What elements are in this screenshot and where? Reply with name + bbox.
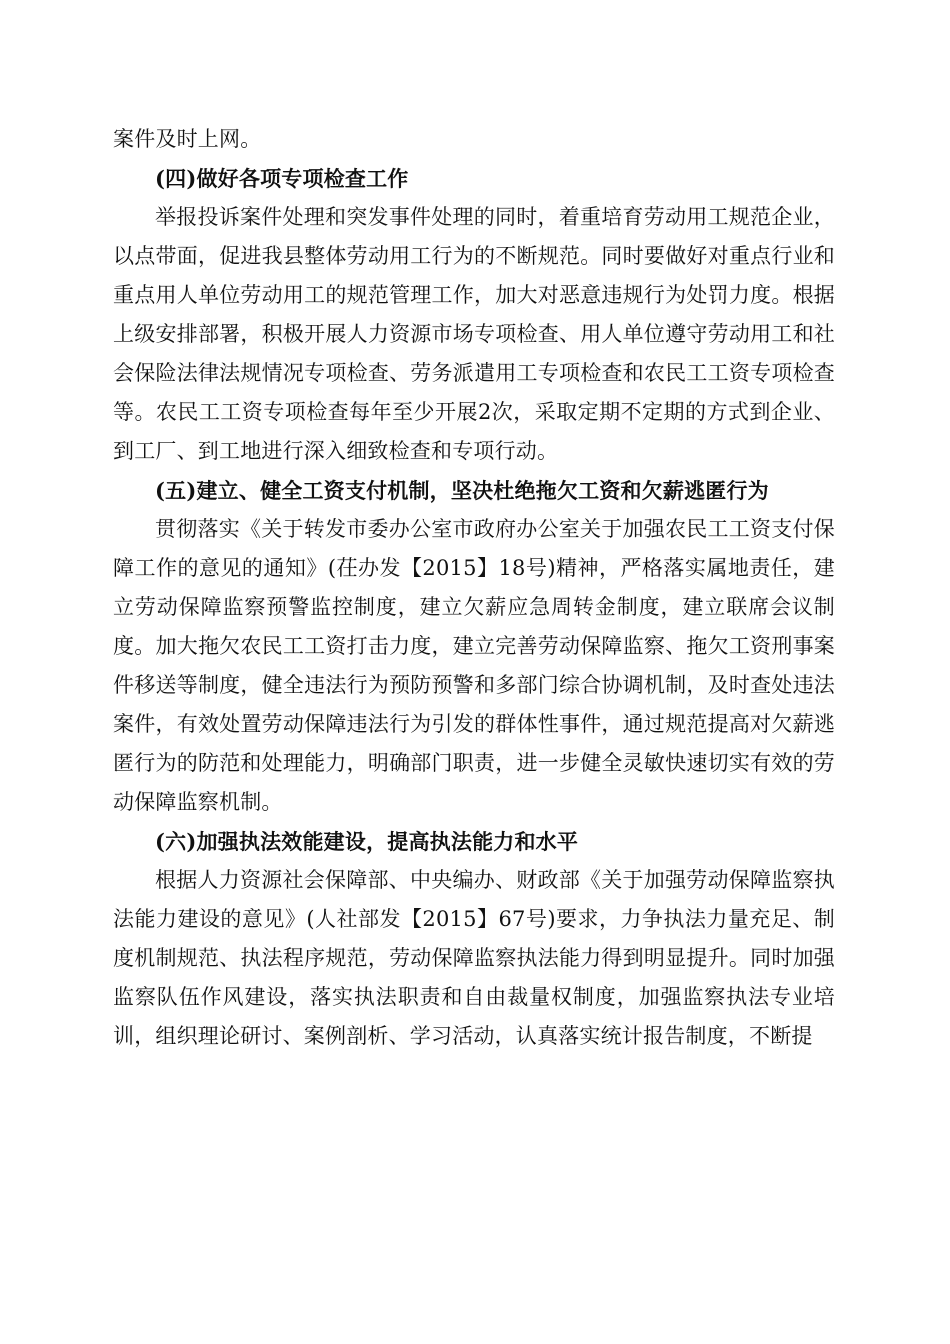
section-heading-6: (六)加强执法效能建设，提高执法能力和水平 bbox=[155, 829, 579, 854]
section-heading-5: (五)建立、健全工资支付机制，坚决杜绝拖欠工资和欠薪逃匿行为 bbox=[155, 478, 769, 503]
document-body bbox=[113, 120, 835, 1056]
paragraph-enforcement-capacity: 根据人力资源社会保障部、中央编办、财政部《关于加强劳动保障监察执法能力建设的意见》(人社部发【2015】67号)要求，力争执法力量充足、制度机制规范、执法程序规范，劳动保障监察执法能力得到明显提升。同时加强监察队伍作风建设，落实执法职责和自由裁量权制度，加强监察执法专业培训，组织理论研讨、案例剖析、学习活动，认真落实统计报告制度，不断提 bbox=[113, 868, 835, 1048]
section-heading-4: (四)做好各项专项检查工作 bbox=[155, 166, 409, 191]
paragraph-special-inspections: 举报投诉案件处理和突发事件处理的同时，着重培育劳动用工规范企业，以点带面，促进我县整体劳动用工行为的不断规范。同时要做好对重点行业和重点用人单位劳动用工的规范管理工作，加大对恶意违规行为处罚力度。根据上级安排部署，积极开展人力资源市场专项检查、用人单位遵守劳动用工和社会保险法律法规情况专项检查、劳务派遣用工专项检查和农民工工资专项检查等。农民工工资专项检查每年至少开展2次，采取定期不定期的方式到企业、到工厂、到工地进行深入细致检查和专项行动。 bbox=[113, 205, 835, 463]
paragraph-continuation: 案件及时上网。 bbox=[113, 127, 262, 151]
paragraph-wage-payment: 贯彻落实《关于转发市委办公室市政府办公室关于加强农民工工资支付保障工作的意见的通知》(茌办发【2015】18号)精神，严格落实属地责任，建立劳动保障监察预警监控制度，建立欠薪应急周转金制度，建立联席会议制度。加大拖欠农民工工资打击力度，建立完善劳动保障监察、拖欠工资刑事案件移送等制度，健全违法行为预防预警和多部门综合协调机制，及时查处违法案件，有效处置劳动保障违法行为引发的群体性事件，通过规范提高对欠薪逃匿行为的防范和处理能力，明确部门职责，进一步健全灵敏快速切实有效的劳动保障监察机制。 bbox=[113, 517, 835, 814]
